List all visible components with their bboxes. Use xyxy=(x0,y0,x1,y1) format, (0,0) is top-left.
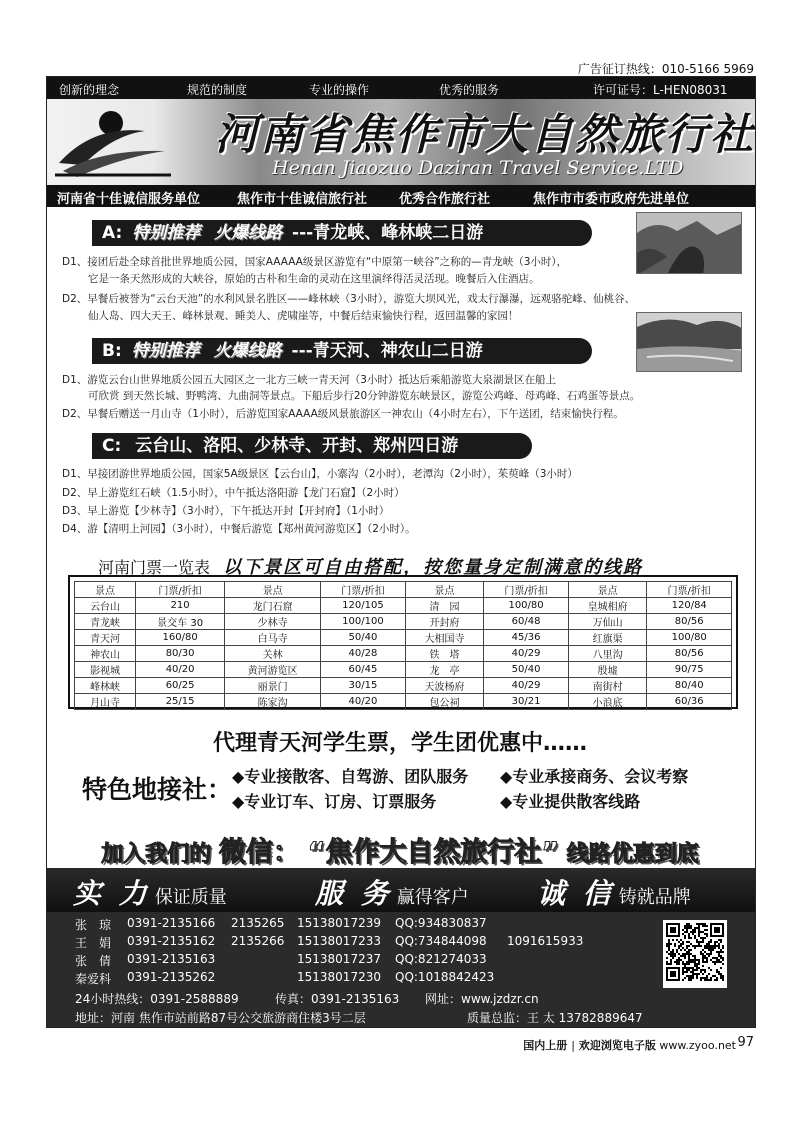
contact-name: 张 琼 xyxy=(75,918,112,932)
contact-mobile: 15138017239 xyxy=(297,916,381,930)
ticket-tagline: 以下景区可自由搭配，按您量身定制满意的线路 xyxy=(223,557,644,578)
contact-tel: 0391-2135166 xyxy=(127,916,216,930)
quality-director: 质量总监：王 太 13782889647 xyxy=(467,1011,643,1025)
route-subtitle: ---青龙峡、峰林峡二日游 xyxy=(292,223,484,243)
ticket-price-cell: 120/105 xyxy=(321,598,406,614)
ticket-price-cell: 50/40 xyxy=(321,630,406,646)
contact-name: 张 倩 xyxy=(75,954,112,968)
scenic-spot-cell: 神农山 xyxy=(75,646,136,662)
scenic-spot-cell: 白马寺 xyxy=(225,630,321,646)
table-row xyxy=(75,678,732,694)
ad-hotline: 广告征订热线：010-5166 5969 xyxy=(577,62,754,76)
ticket-price-cell: 60/45 xyxy=(321,662,406,678)
contact-mobile: 15138017237 xyxy=(297,952,381,966)
scenic-spot-cell: 丽景门 xyxy=(225,678,321,694)
ticket-price-cell: 30/21 xyxy=(484,694,569,710)
license-number: 许可证号：L-HEN08031 xyxy=(593,83,728,97)
footer-site-link[interactable]: www.zyoo.net xyxy=(659,1039,736,1052)
wechat-pre: 加入我们的 xyxy=(101,842,212,867)
contact-qq: QQ:821274033 xyxy=(395,952,487,966)
strength-item xyxy=(315,872,469,912)
route-prefix: B: xyxy=(102,341,122,361)
ticket-price-cell: 50/40 xyxy=(484,662,569,678)
honor-item: 优秀合作旅行社 xyxy=(399,192,491,207)
qr-code-icon[interactable] xyxy=(663,920,727,988)
ticket-price-cell: 45/36 xyxy=(484,630,569,646)
services-label: 特色地接社： xyxy=(82,775,233,804)
footer-section: 国内上册 xyxy=(523,1039,568,1052)
scenic-spot-cell: 黄河游览区 xyxy=(225,662,321,678)
table-header-cell: 景点 xyxy=(75,582,136,598)
ticket-price-cell: 80/30 xyxy=(136,646,225,662)
route-a-title xyxy=(92,220,592,246)
strength-keyword: 诚 信 xyxy=(537,877,615,910)
ticket-price-cell: 景交车 30 xyxy=(136,614,225,630)
strength-bar xyxy=(47,868,755,912)
fax: 传真：0391-2135163 xyxy=(275,992,400,1006)
table-row xyxy=(75,614,732,630)
ticket-price-cell: 60/48 xyxy=(484,614,569,630)
strength-keyword: 实 力 xyxy=(73,877,151,910)
table-header-cell: 门票/折扣 xyxy=(484,582,569,598)
route-c-day: D3、早上游览【少林寺】（3小时），下午抵达开封【开封府】（1小时） xyxy=(62,505,390,517)
website-link[interactable]: 网址：www.jzdzr.cn xyxy=(425,992,539,1006)
table-row xyxy=(75,662,732,678)
ticket-price-cell: 30/15 xyxy=(321,678,406,694)
strength-item xyxy=(537,872,691,912)
ticket-price-cell: 40/20 xyxy=(136,662,225,678)
wechat-promo xyxy=(0,830,800,869)
ticket-price-cell: 60/25 xyxy=(136,678,225,694)
agency-english-name: Henan Jiaozuo Daziran Travel Service.LTD xyxy=(272,157,684,179)
hot-route-badge: 火爆线路 xyxy=(214,223,283,243)
address: 地址：河南 焦作市站前路87号公交旅游商住楼3号二层 xyxy=(75,1011,366,1025)
contact-qq: QQ:734844098 xyxy=(395,934,487,948)
service-item: ◆专业接散客、自驾游、团队服务 xyxy=(232,767,469,786)
ticket-price-cell: 80/40 xyxy=(647,678,732,694)
scenic-spot-cell: 青龙峡 xyxy=(75,614,136,630)
contact-qq: QQ:934830837 xyxy=(395,916,487,930)
service-item: ◆专业订车、订房、订票服务 xyxy=(232,792,437,811)
scenic-spot-cell: 南街村 xyxy=(568,678,647,694)
ticket-price-cell: 40/29 xyxy=(484,678,569,694)
scenic-spot-cell: 清 园 xyxy=(405,598,484,614)
wechat-account: “焦作大自然旅行社” xyxy=(307,837,560,868)
honors-bar xyxy=(47,185,755,207)
scenic-spot-cell: 八里沟 xyxy=(568,646,647,662)
route-subtitle: ---青天河、神农山二日游 xyxy=(291,341,483,361)
route-c-day: D4、游【清明上河园】（3小时），中餐后游览【郑州黄河游览区】（2小时）。 xyxy=(62,523,416,535)
scenic-spot-cell: 殷墟 xyxy=(568,662,647,678)
table-header-cell: 景点 xyxy=(225,582,321,598)
scenic-spot-cell: 大相国寺 xyxy=(405,630,484,646)
contact-mobile: 15138017233 xyxy=(297,934,381,948)
scenic-spot-cell: 影视城 xyxy=(75,662,136,678)
agency-banner xyxy=(47,99,755,185)
route-a-day: 它是一条天然形成的大峡谷，原始的古朴和生命的灵动在这里演绎得活灵活现。晚餐后入住酒店。 xyxy=(88,273,540,285)
table-header-cell: 景点 xyxy=(405,582,484,598)
strength-keyword: 服 务 xyxy=(315,877,393,910)
route-prefix: C: xyxy=(102,436,122,456)
strength-text: 保证质量 xyxy=(154,887,227,908)
ticket-price-cell: 100/80 xyxy=(647,630,732,646)
service-item: ◆专业提供散客线路 xyxy=(500,792,641,811)
wechat-label: 微信： xyxy=(218,837,300,868)
ticket-price-cell: 25/15 xyxy=(136,694,225,710)
scenic-spot-cell: 包公祠 xyxy=(405,694,484,710)
table-header-row xyxy=(75,582,732,598)
contact-qq: QQ:1018842423 xyxy=(395,970,495,984)
route-a-day: 仙人岛、四大天王、峰林景观、睡美人、虎啸崖等，中餐后结束愉快行程，返回温馨的家园！ xyxy=(88,310,519,322)
table-row xyxy=(75,630,732,646)
slogan: 规范的制度 xyxy=(187,83,248,97)
scenic-spot-cell: 云台山 xyxy=(75,598,136,614)
page-number: 97 xyxy=(737,1035,754,1050)
contact-name: 王 娟 xyxy=(75,936,112,950)
route-c-day: D2、早上游览红石峡（1.5小时），中午抵达洛阳游【龙门石窟】（2小时） xyxy=(62,487,405,499)
contact-qq2: 1091615933 xyxy=(507,934,584,948)
qinglong-gorge-photo xyxy=(636,212,742,274)
slogan-bar xyxy=(47,77,755,99)
honor-item: 焦作市市委市政府先进单位 xyxy=(533,192,690,207)
contact-mobile: 15138017230 xyxy=(297,970,381,984)
ticket-price-cell: 40/29 xyxy=(484,646,569,662)
ticket-price-cell: 90/75 xyxy=(647,662,732,678)
scenic-spot-cell: 万仙山 xyxy=(568,614,647,630)
table-row xyxy=(75,694,732,710)
recommend-badge: 特别推荐 xyxy=(131,341,200,361)
ticket-price-cell: 80/56 xyxy=(647,646,732,662)
scenic-spot-cell: 皇城相府 xyxy=(568,598,647,614)
route-a-day: D2、早餐后被誉为“云台天池”的水利风景名胜区——峰林峡（3小时），游览大坝风光，戏太行瀑瀑，远观骆驼峰、仙桃谷、 xyxy=(62,293,636,305)
route-c-title xyxy=(92,433,532,459)
recommend-badge: 特别推荐 xyxy=(132,223,201,243)
contact-name: 秦爱科 xyxy=(75,972,112,986)
scenic-spot-cell: 陈家沟 xyxy=(225,694,321,710)
contact-tel: 0391-2135163 xyxy=(127,952,216,966)
scenic-spot-cell: 小浪底 xyxy=(568,694,647,710)
ticket-price-cell: 120/84 xyxy=(647,598,732,614)
contact-tel: 0391-2135162 xyxy=(127,934,216,948)
footer-note: 欢迎浏览电子版 xyxy=(578,1039,656,1052)
ticket-price-cell: 100/100 xyxy=(321,614,406,630)
qingtian-river-photo xyxy=(636,312,742,372)
route-b-day: D2、早餐后赠送一月山寺（1小时），后游览国家AAAA级风景旅游区一神农山（4小时左右），下午送团，结束愉快行程。 xyxy=(62,408,624,420)
route-b-day: D1、游览云台山世界地质公园五大园区之一北方三峡一青天河（3小时）抵达后乘船游览大泉湖景区在船上 xyxy=(62,374,556,386)
table-header-cell: 门票/折扣 xyxy=(647,582,732,598)
scenic-spot-cell: 少林寺 xyxy=(225,614,321,630)
route-subtitle: 云台山、洛阳、少林寺、开封、郑州四日游 xyxy=(135,436,459,456)
scenic-spot-cell: 龙 亭 xyxy=(405,662,484,678)
student-ticket-promo: 代理青天河学生票，学生团优惠中…… xyxy=(212,731,587,756)
route-b-title xyxy=(92,338,592,364)
ticket-price-cell: 100/80 xyxy=(484,598,569,614)
ticket-price-cell: 210 xyxy=(136,598,225,614)
route-prefix: A: xyxy=(102,223,123,243)
contact-tel2: 2135266 xyxy=(231,934,285,948)
table-row xyxy=(75,598,732,614)
slogan: 创新的理念 xyxy=(59,83,120,97)
table-header-cell: 门票/折扣 xyxy=(321,582,406,598)
service-item: ◆专业承接商务、会议考察 xyxy=(500,767,689,786)
scenic-spot-cell: 开封府 xyxy=(405,614,484,630)
scenic-spot-cell: 红旗渠 xyxy=(568,630,647,646)
ticket-price-cell: 40/28 xyxy=(321,646,406,662)
ticket-price-cell: 160/80 xyxy=(136,630,225,646)
route-a-day: D1、接团后赴全球首批世界地质公园，国家AAAAA级景区游览有“中原第一峡谷”之称的—青龙峡（3小时）， xyxy=(62,256,568,268)
scenic-spot-cell: 月山寺 xyxy=(75,694,136,710)
slogan: 优秀的服务 xyxy=(439,83,500,97)
table-header-cell: 门票/折扣 xyxy=(136,582,225,598)
ticket-price-cell: 60/36 xyxy=(647,694,732,710)
strength-text: 赢得客户 xyxy=(396,887,469,908)
ticket-table xyxy=(74,581,732,710)
ticket-table-frame xyxy=(68,575,738,709)
strength-text: 铸就品牌 xyxy=(618,887,691,908)
page-footer: 国内上册 | 欢迎浏览电子版 www.zyoo.net xyxy=(523,1039,736,1052)
scenic-spot-cell: 天波杨府 xyxy=(405,678,484,694)
wechat-post: 线路优惠到底 xyxy=(566,842,699,867)
contact-tel2: 2135265 xyxy=(231,916,285,930)
hotline-24h: 24小时热线：0391-2588889 xyxy=(75,992,239,1006)
table-header-cell: 景点 xyxy=(568,582,647,598)
contact-tel: 0391-2135262 xyxy=(127,970,216,984)
honor-item: 河南省十佳诚信服务单位 xyxy=(57,192,201,207)
ticket-title: 河南门票一览表 xyxy=(98,558,211,577)
scenic-spot-cell: 铁 塔 xyxy=(405,646,484,662)
agency-logo-icon xyxy=(53,105,173,179)
route-b-day: 可欣赏 到天然长城、野鸭湾、九曲洞等景点。下船后步行20分钟游览东峡景区，游览公鸡峰、母鸡峰、石鸡蛋等景点。 xyxy=(88,390,641,402)
scenic-spot-cell: 青天河 xyxy=(75,630,136,646)
route-c-day: D1、早接团游世界地质公园，国家5A级景区【云台山】，小寨沟（2小时），老潭沟（2小时），茱萸峰（3小时） xyxy=(62,468,578,480)
contact-box xyxy=(47,912,755,1027)
scenic-spot-cell: 峰林峡 xyxy=(75,678,136,694)
agency-name: 河南省焦作市大自然旅行社 xyxy=(215,110,755,160)
slogan: 专业的操作 xyxy=(309,83,370,97)
hot-route-badge: 火爆线路 xyxy=(213,341,282,361)
honor-item: 焦作市十佳诚信旅行社 xyxy=(237,192,368,207)
table-row xyxy=(75,646,732,662)
ticket-price-cell: 80/56 xyxy=(647,614,732,630)
ticket-price-cell: 40/20 xyxy=(321,694,406,710)
scenic-spot-cell: 龙门石窟 xyxy=(225,598,321,614)
strength-item xyxy=(73,872,227,912)
scenic-spot-cell: 关林 xyxy=(225,646,321,662)
